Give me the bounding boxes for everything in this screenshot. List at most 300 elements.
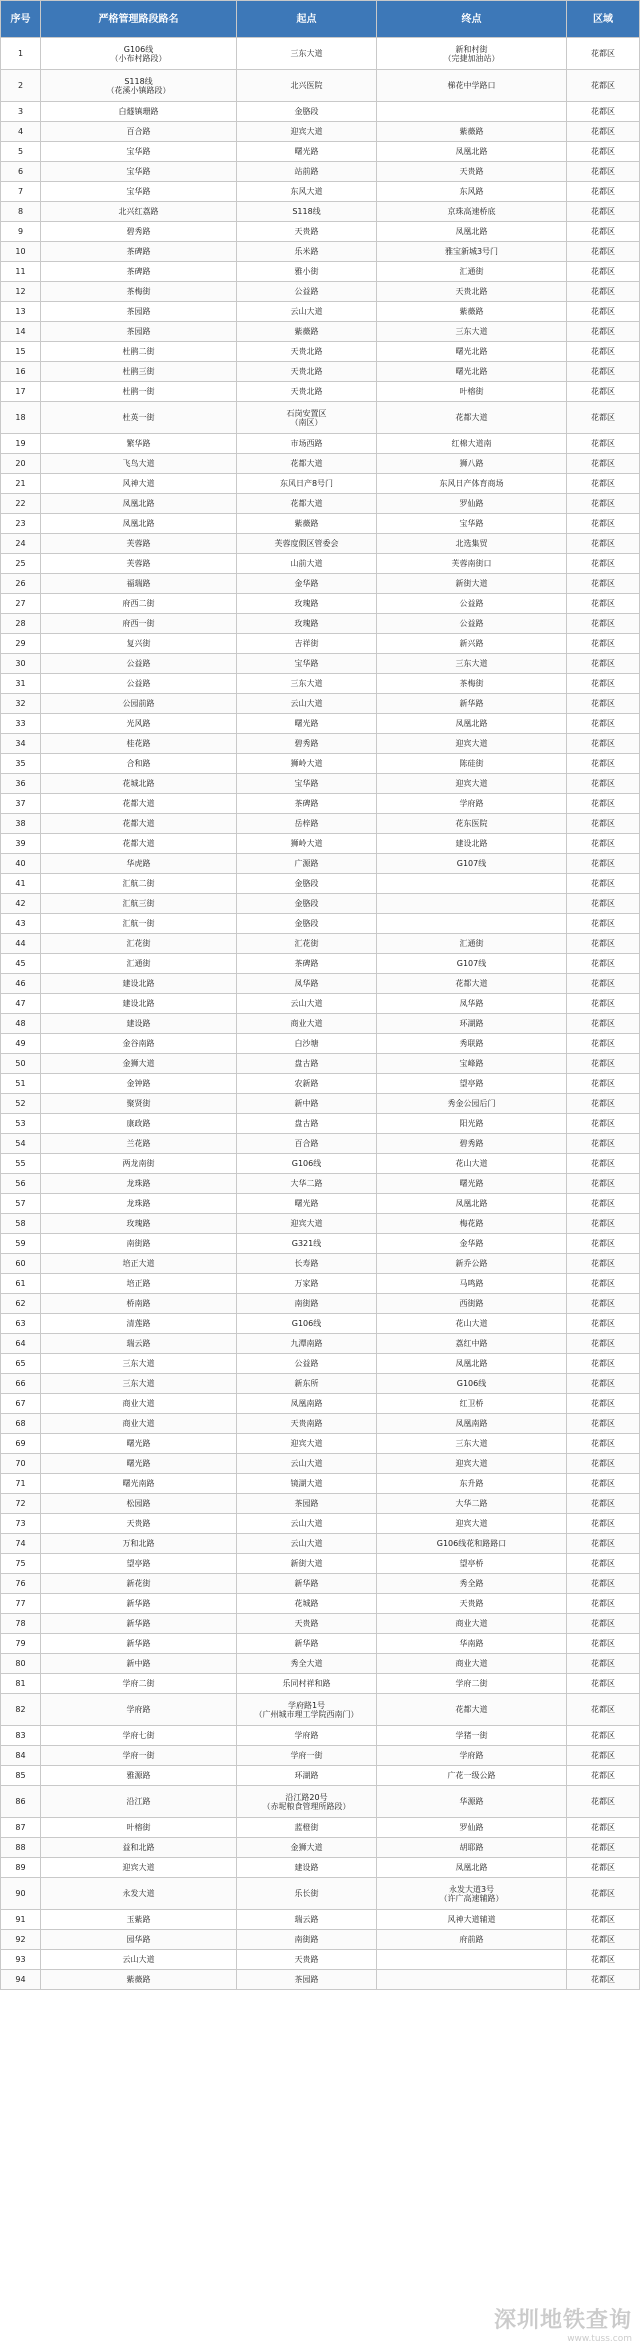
start-point: S118线: [292, 207, 321, 216]
end-point: 花东医院: [455, 819, 488, 828]
road-name: 北兴红荔路: [118, 207, 159, 216]
area-cell: [567, 1334, 640, 1354]
area-cell: [567, 362, 640, 382]
row-number: 21: [15, 479, 26, 488]
table-row: [1, 1134, 640, 1154]
header-area: 区域: [567, 1, 640, 38]
start-point: 环湖路: [294, 1771, 319, 1780]
road-name: S118线 （花溪小镇路段）: [106, 76, 171, 95]
end-point-cell: [377, 914, 567, 934]
end-point-cell: [377, 674, 567, 694]
road-name-cell: [41, 342, 237, 362]
start-point-cell: [237, 1970, 377, 1990]
start-point-cell: [237, 1494, 377, 1514]
row-number: 58: [15, 1219, 26, 1228]
area-cell: [567, 70, 640, 102]
area: 花都区: [591, 1479, 615, 1488]
table-row: [1, 494, 640, 514]
end-point-cell: [377, 1354, 567, 1374]
end-point: G107线: [456, 959, 487, 968]
area-cell: [567, 534, 640, 554]
row-number-cell: [1, 454, 41, 474]
row-number: 10: [15, 247, 26, 256]
area-cell: [567, 1534, 640, 1554]
road-name: 瑞云路: [126, 1339, 151, 1348]
road-name: 曙光路: [126, 1459, 151, 1468]
area-cell: [567, 1474, 640, 1494]
table-row: [1, 814, 640, 834]
area-cell: [567, 402, 640, 434]
start-point-cell: [237, 182, 377, 202]
watermark-brand: 深圳地铁查询: [493, 2308, 632, 2333]
area-cell: [567, 974, 640, 994]
road-name-cell: [41, 1034, 237, 1054]
row-number-cell: [1, 342, 41, 362]
area: 花都区: [591, 1379, 615, 1388]
row-number-cell: [1, 1514, 41, 1534]
row-number: 80: [15, 1659, 26, 1668]
end-point: 凤凰北路: [455, 1863, 488, 1872]
road-name: 学府二街: [122, 1679, 155, 1688]
start-point: 玫瑰路: [294, 599, 319, 608]
road-name: 花都大道: [122, 839, 155, 848]
start-point: 站前路: [294, 167, 319, 176]
area-cell: [567, 954, 640, 974]
end-point-cell: [377, 38, 567, 70]
area-cell: [567, 774, 640, 794]
road-name-cell: [41, 1726, 237, 1746]
road-name: 花城北路: [122, 779, 155, 788]
area: 花都区: [591, 1731, 615, 1740]
road-name-cell: [41, 38, 237, 70]
end-point: 凤凰北路: [455, 1359, 488, 1368]
end-point: 华南路: [459, 1639, 484, 1648]
area: 花都区: [591, 999, 615, 1008]
row-number-cell: [1, 1014, 41, 1034]
area-cell: [567, 694, 640, 714]
road-name-cell: [41, 1838, 237, 1858]
road-name: 华虎路: [126, 859, 151, 868]
area-cell: [567, 734, 640, 754]
start-point: 南街路: [294, 1935, 319, 1944]
start-point-cell: [237, 1766, 377, 1786]
table-row: [1, 1034, 640, 1054]
road-name-cell: [41, 974, 237, 994]
area: 花都区: [591, 327, 615, 336]
row-number-cell: [1, 1474, 41, 1494]
row-number-cell: [1, 434, 41, 454]
row-number-cell: [1, 1134, 41, 1154]
start-point-cell: [237, 1910, 377, 1930]
area-cell: [567, 934, 640, 954]
start-point: 金华路: [294, 579, 319, 588]
row-number-cell: [1, 714, 41, 734]
table-row: [1, 654, 640, 674]
road-name-cell: [41, 1594, 237, 1614]
row-number-cell: [1, 954, 41, 974]
area-cell: [567, 1514, 640, 1534]
end-point-cell: [377, 1074, 567, 1094]
row-number-cell: [1, 574, 41, 594]
row-number: 49: [15, 1039, 26, 1048]
end-point-cell: [377, 362, 567, 382]
road-name-cell: [41, 362, 237, 382]
area: 花都区: [591, 1797, 615, 1806]
end-point-cell: [377, 142, 567, 162]
start-point-cell: [237, 242, 377, 262]
start-point-cell: [237, 382, 377, 402]
end-point: 梅花路: [459, 1219, 484, 1228]
table-row: [1, 322, 640, 342]
end-point-cell: [377, 1614, 567, 1634]
road-name: 学府一街: [122, 1751, 155, 1760]
start-point-cell: [237, 594, 377, 614]
road-name: 玉紫路: [126, 1915, 151, 1924]
road-name-cell: [41, 1414, 237, 1434]
start-point: 金胳段: [294, 919, 319, 928]
end-point: 东升路: [459, 1479, 484, 1488]
start-point-cell: [237, 102, 377, 122]
row-number-cell: [1, 614, 41, 634]
end-point-cell: [377, 614, 567, 634]
table-row: [1, 974, 640, 994]
road-name-cell: [41, 1554, 237, 1574]
road-name: 凤凰北路: [122, 499, 155, 508]
table-row: [1, 1766, 640, 1786]
road-name: 松园路: [126, 1499, 151, 1508]
end-point-cell: [377, 1858, 567, 1878]
table-row: [1, 1014, 640, 1034]
end-point-cell: [377, 754, 567, 774]
area: 花都区: [591, 81, 615, 90]
end-point-cell: [377, 122, 567, 142]
end-point: 三东大道: [455, 327, 488, 336]
table-row: [1, 1154, 640, 1174]
row-number: 2: [17, 81, 24, 90]
road-name-cell: [41, 1474, 237, 1494]
end-point-cell: [377, 202, 567, 222]
area-cell: [567, 282, 640, 302]
area-cell: [567, 1910, 640, 1930]
start-point-cell: [237, 554, 377, 574]
end-point-cell: [377, 654, 567, 674]
row-number-cell: [1, 1194, 41, 1214]
table-row: [1, 734, 640, 754]
row-number: 41: [15, 879, 26, 888]
end-point: 凤凰北路: [455, 719, 488, 728]
start-point-cell: [237, 402, 377, 434]
row-number: 56: [15, 1179, 26, 1188]
start-point-cell: [237, 1314, 377, 1334]
road-name-cell: [41, 874, 237, 894]
end-point: 叶榕街: [459, 387, 484, 396]
end-point: 汇通街: [459, 267, 484, 276]
start-point: 东风大道: [290, 187, 323, 196]
road-name: 凤凰北路: [122, 519, 155, 528]
row-number-cell: [1, 654, 41, 674]
table-row: [1, 1474, 640, 1494]
area: 花都区: [591, 1019, 615, 1028]
area: 花都区: [591, 1863, 615, 1872]
start-point-cell: [237, 674, 377, 694]
area-cell: [567, 654, 640, 674]
row-number: 65: [15, 1359, 26, 1368]
start-point: 学府路: [294, 1731, 319, 1740]
road-name: 学府路: [126, 1705, 151, 1714]
start-point-cell: [237, 994, 377, 1014]
area-cell: [567, 794, 640, 814]
area: 花都区: [591, 1259, 615, 1268]
row-number-cell: [1, 142, 41, 162]
row-number-cell: [1, 734, 41, 754]
end-point-cell: [377, 342, 567, 362]
area-cell: [567, 102, 640, 122]
road-name: 雅源路: [126, 1771, 151, 1780]
area-cell: [567, 262, 640, 282]
table-row: [1, 1554, 640, 1574]
road-name-cell: [41, 1174, 237, 1194]
area: 花都区: [591, 1439, 615, 1448]
row-number: 31: [15, 679, 26, 688]
row-number: 72: [15, 1499, 26, 1508]
row-number-cell: [1, 162, 41, 182]
start-point-cell: [237, 494, 377, 514]
area: 花都区: [591, 579, 615, 588]
row-number: 32: [15, 699, 26, 708]
start-point-cell: [237, 202, 377, 222]
row-number: 57: [15, 1199, 26, 1208]
end-point-cell: [377, 1094, 567, 1114]
start-point: 雅小街: [294, 267, 319, 276]
row-number: 70: [15, 1459, 26, 1468]
area-cell: [567, 594, 640, 614]
row-number-cell: [1, 242, 41, 262]
table-row: [1, 1274, 640, 1294]
row-number-cell: [1, 854, 41, 874]
end-point-cell: [377, 402, 567, 434]
road-name-cell: [41, 162, 237, 182]
table-row: [1, 102, 640, 122]
road-name: 新华路: [126, 1619, 151, 1628]
start-point-cell: [237, 1930, 377, 1950]
road-name: 杜鹃二街: [122, 347, 155, 356]
road-name-cell: [41, 674, 237, 694]
end-point-cell: [377, 1838, 567, 1858]
table-row: [1, 674, 640, 694]
end-point-cell: [377, 1574, 567, 1594]
road-name-cell: [41, 554, 237, 574]
table-row: [1, 1514, 640, 1534]
road-name-cell: [41, 1074, 237, 1094]
row-number-cell: [1, 322, 41, 342]
row-number-cell: [1, 38, 41, 70]
row-number-cell: [1, 774, 41, 794]
table-row: [1, 202, 640, 222]
road-name: 府西一街: [122, 619, 155, 628]
start-point-cell: [237, 794, 377, 814]
area: 花都区: [591, 1039, 615, 1048]
row-number: 38: [15, 819, 26, 828]
table-row: [1, 934, 640, 954]
table-row: [1, 694, 640, 714]
area-cell: [567, 834, 640, 854]
area: 花都区: [591, 1539, 615, 1548]
row-number: 45: [15, 959, 26, 968]
table-row: [1, 1746, 640, 1766]
start-point: 花都大道: [290, 499, 323, 508]
start-point-cell: [237, 262, 377, 282]
row-number-cell: [1, 1254, 41, 1274]
road-name: G106线 （小布村路段）: [110, 44, 167, 63]
row-number: 93: [15, 1955, 26, 1964]
end-point-cell: [377, 934, 567, 954]
road-name-cell: [41, 514, 237, 534]
row-number: 29: [15, 639, 26, 648]
start-point-cell: [237, 1554, 377, 1574]
area-cell: [567, 554, 640, 574]
road-name: 宝华路: [126, 187, 151, 196]
road-name: 汇花街: [126, 939, 151, 948]
row-number-cell: [1, 1354, 41, 1374]
end-point: 芙蓉南街口: [451, 559, 492, 568]
end-point: 荔红中路: [455, 1339, 488, 1348]
road-name: 沿江路: [126, 1797, 151, 1806]
start-point: 九潭南路: [290, 1339, 323, 1348]
table-row: [1, 1214, 640, 1234]
row-number-cell: [1, 222, 41, 242]
area-cell: [567, 1694, 640, 1726]
area: 花都区: [591, 839, 615, 848]
start-point-cell: [237, 1414, 377, 1434]
start-point: 曙光路: [294, 147, 319, 156]
area-cell: [567, 1970, 640, 1990]
table-row: [1, 362, 640, 382]
end-point-cell: [377, 1910, 567, 1930]
road-name-cell: [41, 1234, 237, 1254]
row-number-cell: [1, 1786, 41, 1818]
area-cell: [567, 202, 640, 222]
row-number-cell: [1, 1434, 41, 1454]
start-point: 金胳段: [294, 899, 319, 908]
road-name-cell: [41, 734, 237, 754]
start-point-cell: [237, 1114, 377, 1134]
table-row: [1, 282, 640, 302]
end-point-cell: [377, 874, 567, 894]
road-name: 金狮大道: [122, 1059, 155, 1068]
area-cell: [567, 1134, 640, 1154]
road-name-cell: [41, 1574, 237, 1594]
end-point: 东风日产体育商场: [439, 479, 504, 488]
row-number-cell: [1, 974, 41, 994]
start-point-cell: [237, 954, 377, 974]
start-point-cell: [237, 1214, 377, 1234]
start-point-cell: [237, 1094, 377, 1114]
area: 花都区: [591, 599, 615, 608]
start-point: 农新路: [294, 1079, 319, 1088]
row-number: 78: [15, 1619, 26, 1628]
end-point-cell: [377, 894, 567, 914]
row-number-cell: [1, 202, 41, 222]
road-name-cell: [41, 1314, 237, 1334]
end-point: 商业大道: [455, 1659, 488, 1668]
road-name-cell: [41, 1634, 237, 1654]
end-point-cell: [377, 1274, 567, 1294]
road-name: 聚贤街: [126, 1099, 151, 1108]
row-number: 37: [15, 799, 26, 808]
table-row: [1, 142, 640, 162]
area: 花都区: [591, 1099, 615, 1108]
road-name: 益和北路: [122, 1843, 155, 1852]
start-point-cell: [237, 1174, 377, 1194]
road-name-cell: [41, 222, 237, 242]
road-name: 飞鸟大道: [122, 459, 155, 468]
end-point: 红卫桥: [459, 1399, 484, 1408]
area-cell: [567, 382, 640, 402]
start-point: 白沙塘: [294, 1039, 319, 1048]
row-number: 27: [15, 599, 26, 608]
area-cell: [567, 1094, 640, 1114]
row-number: 34: [15, 739, 26, 748]
road-name: 建设北路: [122, 999, 155, 1008]
area: 花都区: [591, 1279, 615, 1288]
area-cell: [567, 1414, 640, 1434]
row-number-cell: [1, 814, 41, 834]
end-point-cell: [377, 734, 567, 754]
road-name: 百合路: [126, 127, 151, 136]
road-name: 公益路: [126, 679, 151, 688]
start-point-cell: [237, 1154, 377, 1174]
start-point: 茶园路: [294, 1499, 319, 1508]
row-number-cell: [1, 1594, 41, 1614]
road-name: 茶园路: [126, 327, 151, 336]
row-number: 46: [15, 979, 26, 988]
area: 花都区: [591, 1639, 615, 1648]
end-point: 京珠高速桥底: [447, 207, 496, 216]
start-point: 广源路: [294, 859, 319, 868]
road-name-cell: [41, 1858, 237, 1878]
row-number: 39: [15, 839, 26, 848]
start-point: 云山大道: [290, 1519, 323, 1528]
road-name-cell: [41, 454, 237, 474]
road-name-cell: [41, 1274, 237, 1294]
table-row: [1, 1614, 640, 1634]
end-point-cell: [377, 1494, 567, 1514]
row-number: 16: [15, 367, 26, 376]
area: 花都区: [591, 1619, 615, 1628]
start-point: 北兴医院: [290, 81, 323, 90]
start-point-cell: [237, 574, 377, 594]
row-number: 7: [17, 187, 24, 196]
road-name: 光风路: [126, 719, 151, 728]
area: 花都区: [591, 919, 615, 928]
end-point: 凤凰北路: [455, 1199, 488, 1208]
table-row: [1, 514, 640, 534]
start-point: 石岗安置区 （南区）: [286, 408, 327, 427]
watermark-logo: [494, 2303, 632, 2344]
start-point-cell: [237, 1726, 377, 1746]
road-name-cell: [41, 1294, 237, 1314]
row-number: 53: [15, 1119, 26, 1128]
row-number-cell: [1, 1114, 41, 1134]
road-name-cell: [41, 1054, 237, 1074]
table-row: [1, 574, 640, 594]
start-point-cell: [237, 834, 377, 854]
area: 花都区: [591, 187, 615, 196]
row-number-cell: [1, 302, 41, 322]
area-cell: [567, 1674, 640, 1694]
end-point-cell: [377, 854, 567, 874]
table-row: [1, 1194, 640, 1214]
